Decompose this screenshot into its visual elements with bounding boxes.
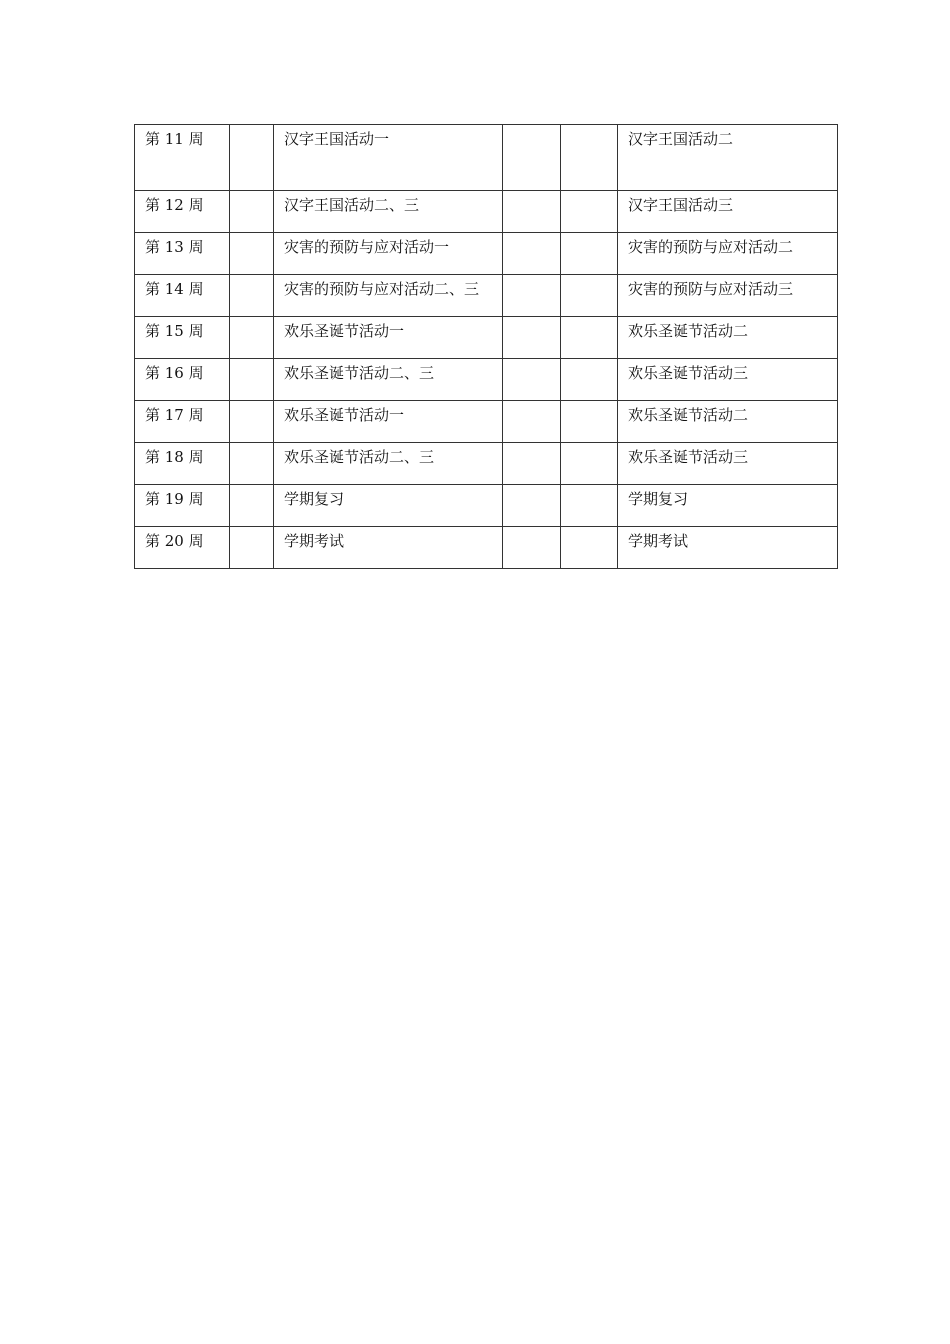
activity-cell: 学期复习 [274,485,503,527]
table-row [135,401,838,443]
empty-cell [230,317,274,359]
activity-cell: 欢乐圣诞节活动三 [618,443,838,485]
activity-cell: 欢乐圣诞节活动二、三 [274,443,503,485]
empty-cell [503,359,561,401]
empty-cell [561,191,618,233]
table-row [135,527,838,569]
empty-cell [561,359,618,401]
table-row [135,359,838,401]
empty-cell [503,485,561,527]
activity-cell: 灾害的预防与应对活动一 [274,233,503,275]
schedule-table [134,124,838,569]
empty-cell [230,443,274,485]
activity-cell: 汉字王国活动一 [274,125,503,191]
empty-cell [503,191,561,233]
activity-cell: 学期考试 [618,527,838,569]
week-cell: 第 11 周 [135,125,230,191]
week-cell: 第 17 周 [135,401,230,443]
empty-cell [503,233,561,275]
activity-cell: 灾害的预防与应对活动三 [618,275,838,317]
empty-cell [230,233,274,275]
table-row [135,443,838,485]
activity-cell: 灾害的预防与应对活动二、三 [274,275,503,317]
empty-cell [503,443,561,485]
activity-cell: 欢乐圣诞节活动一 [274,317,503,359]
table-row [135,485,838,527]
empty-cell [561,527,618,569]
empty-cell [503,125,561,191]
activity-cell: 欢乐圣诞节活动一 [274,401,503,443]
empty-cell [503,275,561,317]
empty-cell [561,233,618,275]
week-cell: 第 13 周 [135,233,230,275]
empty-cell [561,443,618,485]
activity-cell: 汉字王国活动二 [618,125,838,191]
empty-cell [230,359,274,401]
empty-cell [230,191,274,233]
week-cell: 第 15 周 [135,317,230,359]
week-cell: 第 12 周 [135,191,230,233]
empty-cell [503,317,561,359]
table-row [135,233,838,275]
activity-cell: 欢乐圣诞节活动二 [618,317,838,359]
activity-cell: 汉字王国活动二、三 [274,191,503,233]
empty-cell [230,485,274,527]
activity-cell: 欢乐圣诞节活动二 [618,401,838,443]
empty-cell [230,527,274,569]
activity-cell: 欢乐圣诞节活动二、三 [274,359,503,401]
empty-cell [230,401,274,443]
week-cell: 第 20 周 [135,527,230,569]
week-cell: 第 19 周 [135,485,230,527]
activity-cell: 学期考试 [274,527,503,569]
empty-cell [561,125,618,191]
activity-cell: 欢乐圣诞节活动三 [618,359,838,401]
table-row [135,191,838,233]
week-cell: 第 16 周 [135,359,230,401]
week-cell: 第 14 周 [135,275,230,317]
empty-cell [503,401,561,443]
empty-cell [230,125,274,191]
activity-cell: 学期复习 [618,485,838,527]
week-cell: 第 18 周 [135,443,230,485]
empty-cell [561,275,618,317]
table-row [135,275,838,317]
empty-cell [230,275,274,317]
empty-cell [561,317,618,359]
table-row [135,125,838,191]
activity-cell: 汉字王国活动三 [618,191,838,233]
table-row [135,317,838,359]
empty-cell [561,401,618,443]
empty-cell [503,527,561,569]
empty-cell [561,485,618,527]
activity-cell: 灾害的预防与应对活动二 [618,233,838,275]
